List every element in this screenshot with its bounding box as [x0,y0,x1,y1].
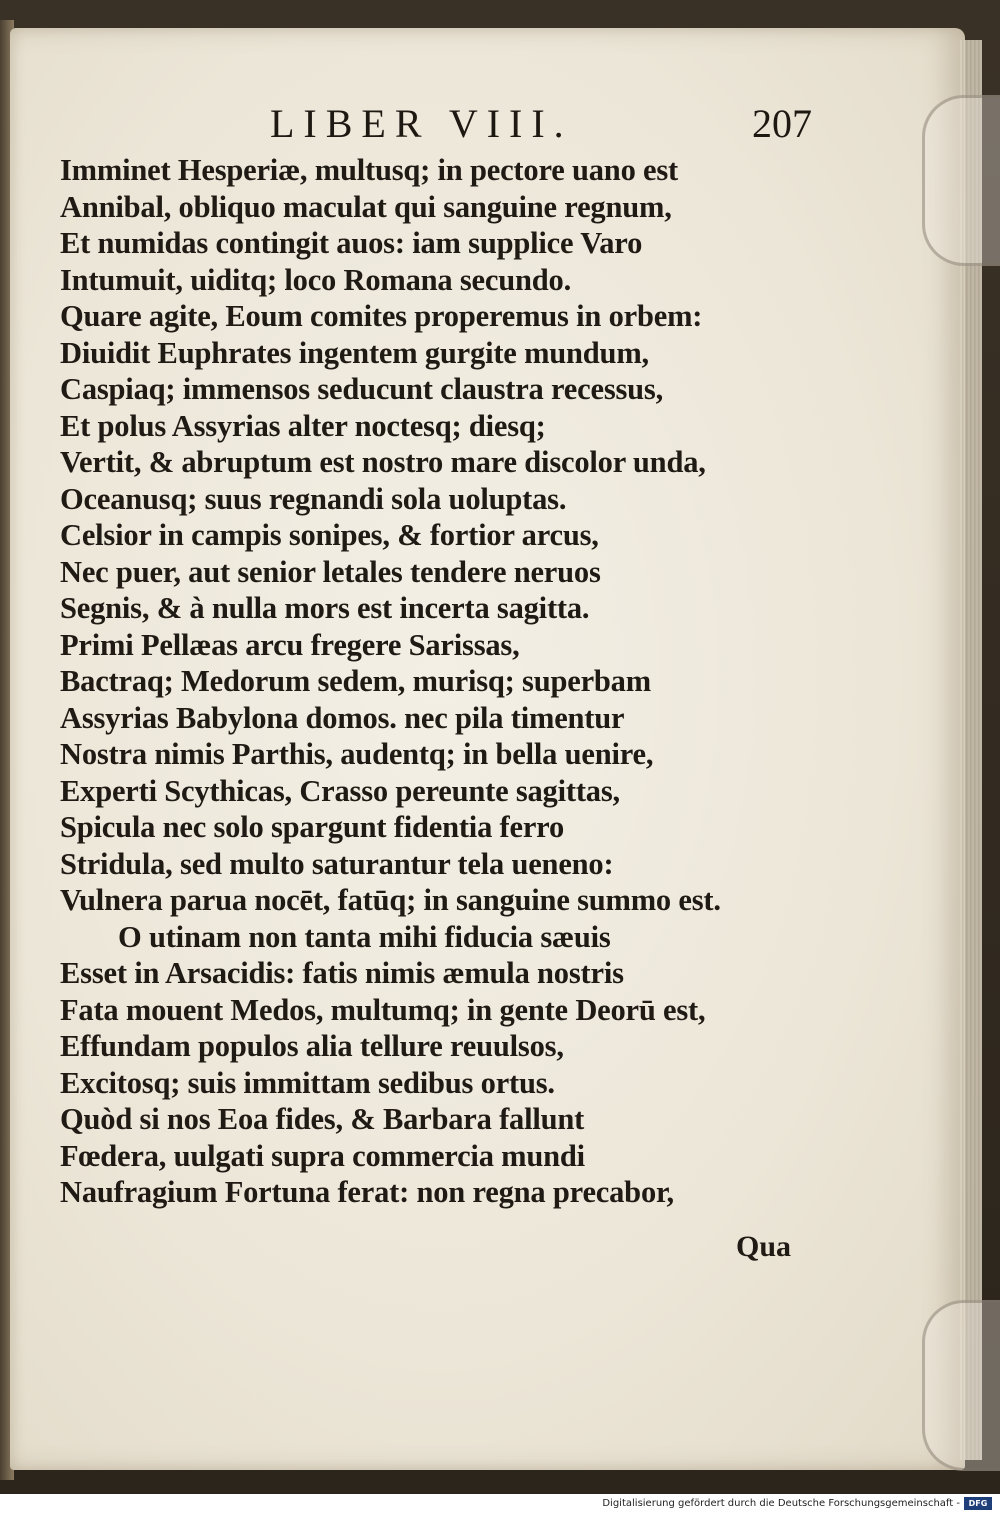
verse-line: Diuidit Euphrates ingentem gurgite mundum, [60,335,649,370]
verse-line: Annibal, obliquo maculat qui sanguine regnum, [60,189,672,224]
verse-line: Intumuit, uiditq; loco Romana secundo. [60,262,571,297]
page-number: 207 [752,101,812,146]
verse-text [60,152,840,1211]
clasp-bottom [922,1300,1000,1471]
verse-line: Spicula nec solo spargunt fidentia ferro [60,810,565,844]
verse-line: Esset in Arsacidis: fatis nimis æmula nostris [60,956,624,990]
verse-line: Vulnera parua nocēt, fatūq; in sanguine summo est. [60,883,721,917]
verse-line: Segnis, & à nulla mors est incerta sagitta. [60,591,590,625]
verse-line: Celsior in campis sonipes, & fortior arcus, [60,518,599,552]
footer-bar [0,1494,1000,1514]
verse-line: Vertit, & abruptum est nostro mare discolor unda, [60,445,706,479]
verse-line: Et polus Assyrias alter noctesq; diesq; [60,408,546,443]
verse-line: Imminet Hesperiæ, multusq; in pectore uano est [60,153,679,187]
verse-line: Fœdera, uulgati supra commercia mundi [60,1138,585,1173]
verse-line: Bactraq; Medorum sedem, murisq; superbam [60,664,651,698]
verse-line: Experti Scythicas, Crasso pereunte sagittas, [60,773,620,808]
clasp-top [922,95,1000,266]
running-head: LIBER VIII. [270,101,573,146]
verse-line: Assyrias Babylona domos. nec pila timentur [60,700,625,735]
verse-line: Quòd si nos Eoa fides, & Barbara fallunt [60,1102,585,1136]
verse-line: Excitosq; suis immittam sedibus ortus. [60,1065,555,1100]
verse-line: Caspiaq; immensos seducunt claustra recessus, [60,372,664,406]
verse-line: Nostra nimis Parthis, audentq; in bella uenire, [60,737,654,771]
catchword: Qua [736,1230,792,1263]
verse-line: Primi Pellæas arcu fregere Sarissas, [60,627,520,662]
digitization-credit: Digitalisierung gefördert durch die Deutsche Forschungsgemeinschaft - [602,1498,960,1509]
verse-line: Effundam populos alia tellure reuulsos, [60,1029,564,1063]
verse-line: Nec puer, aut senior letales tendere neruos [60,554,601,589]
verse-line: Quare agite, Eoum comites properemus in orbem: [60,299,703,333]
verse-line: Naufragium Fortuna ferat: non regna precabor, [60,1175,674,1209]
verse-line: Oceanusq; suus regnandi sola uoluptas. [60,481,567,516]
verse-line: Et numidas contingit auos: iam supplice Varo [60,226,643,260]
dfg-logo: DFG [964,1497,992,1510]
verse-line: Stridula, sed multo saturantur tela ueneno: [60,846,614,881]
verse-line-indented: O utinam non tanta mihi fiducia sæuis [118,919,611,954]
verse-line: Fata mouent Medos, multumq; in gente Deorū est, [60,992,706,1027]
